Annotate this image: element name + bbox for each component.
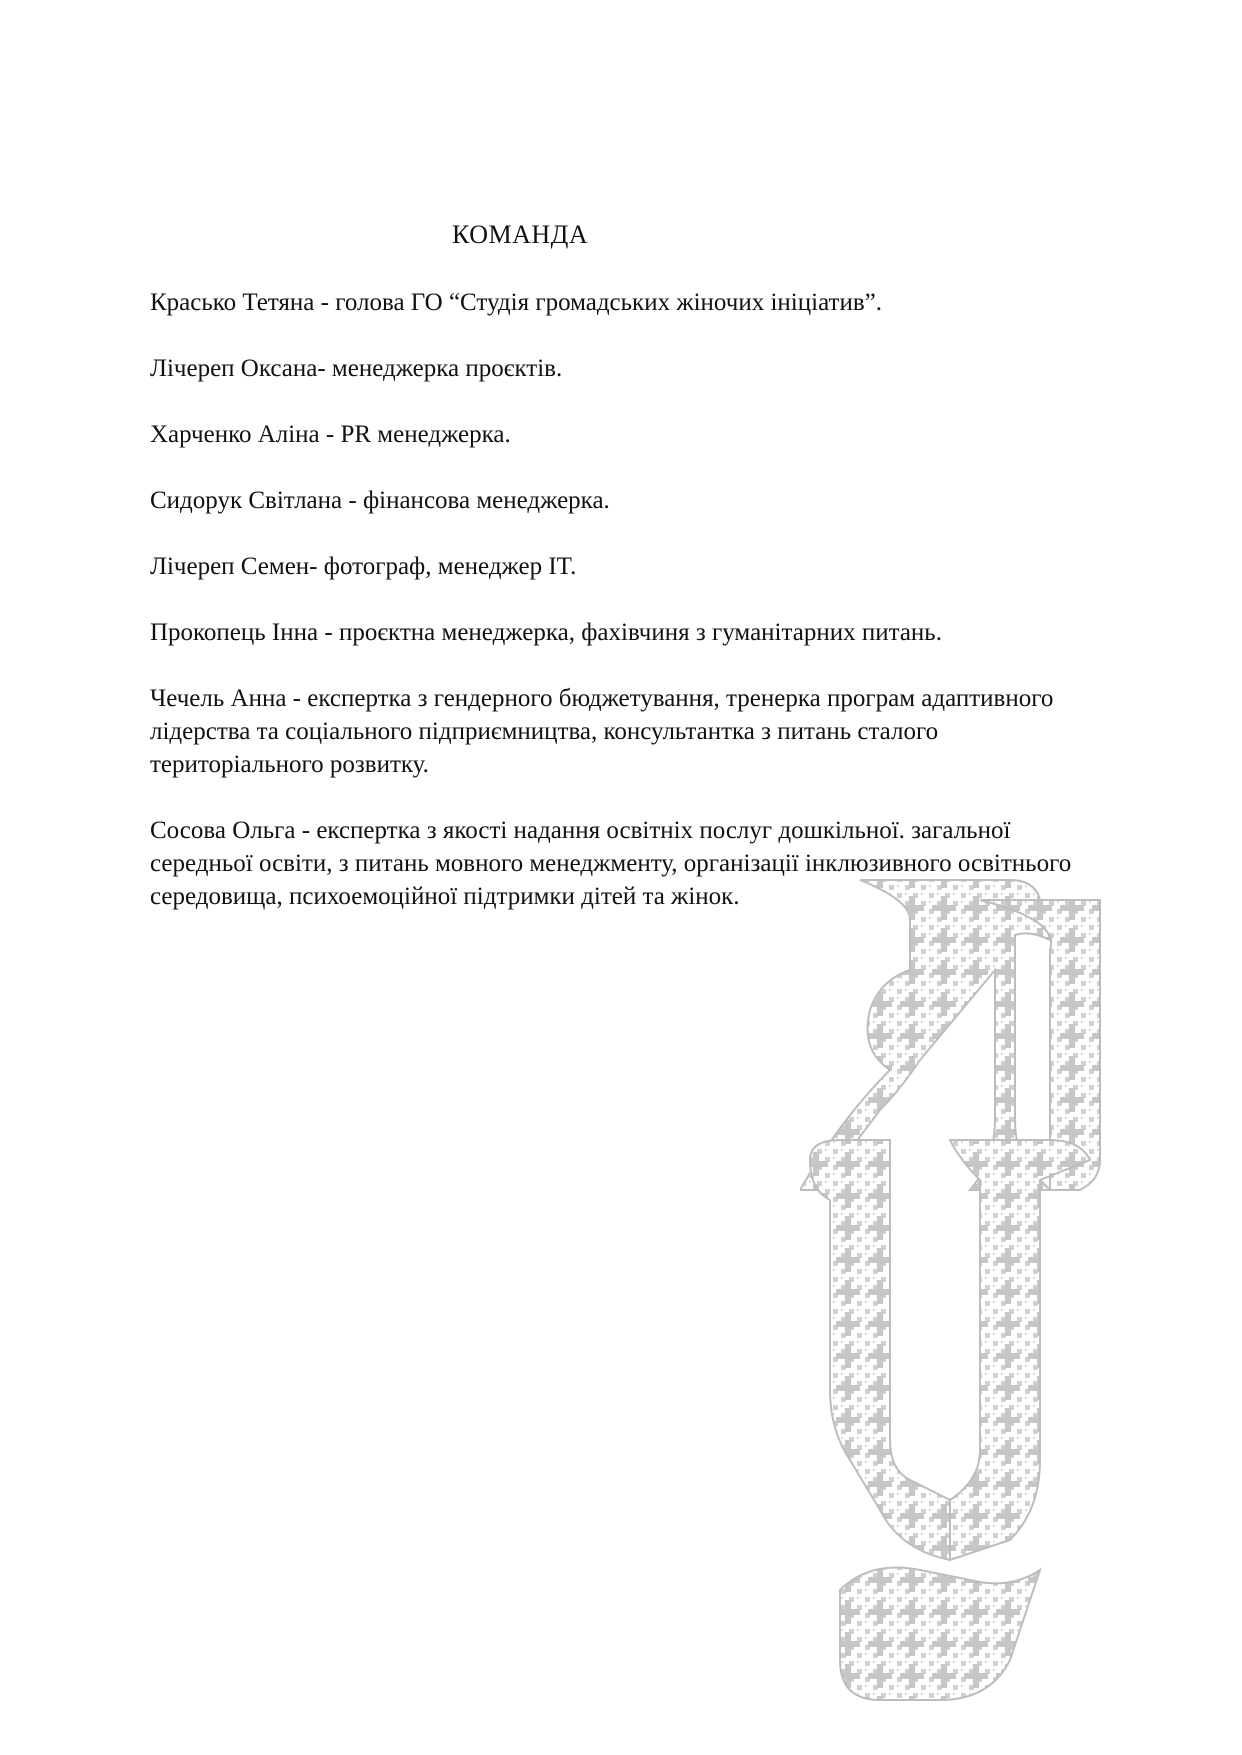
team-member-entry: Прокопець Інна - проєктна менеджерка, фахівчиня з гуманітарних питань. [150,619,942,646]
team-member-list [150,286,1110,946]
team-member-entry: Сидорук Світлана - фінансова менеджерка. [150,487,610,514]
team-member-entry: Сосова Ольга - експертка з якості надання освітніх послуг дошкільної. загальної середньої освіти, з питань мовного менеджменту, організації інклюзивного освітнього середовища, психоемоційної підтримки дітей та жінок. [150,817,1072,910]
team-member-entry: Лічереп Семен- фотограф, менеджер IT. [150,553,577,580]
team-member-entry: Харченко Аліна - PR менеджерка. [150,421,511,448]
team-member-entry: Красько Тетяна - голова ГО “Студія громадських жіночих ініціатив”. [150,289,882,316]
page-title: КОМАНДА [452,220,589,249]
embroidered-monogram-logo-icon [800,860,1140,1740]
team-member-entry: Чечель Анна - експертка з гендерного бюджетування, тренерка програм адаптивного лідерства та соціального підприємництва, консультантка з питань сталого територіального розвитку. [150,685,1054,778]
monogram-lower-letter [810,1140,1090,1700]
team-member-entry: Лічереп Оксана- менеджерка проєктів. [150,355,563,382]
